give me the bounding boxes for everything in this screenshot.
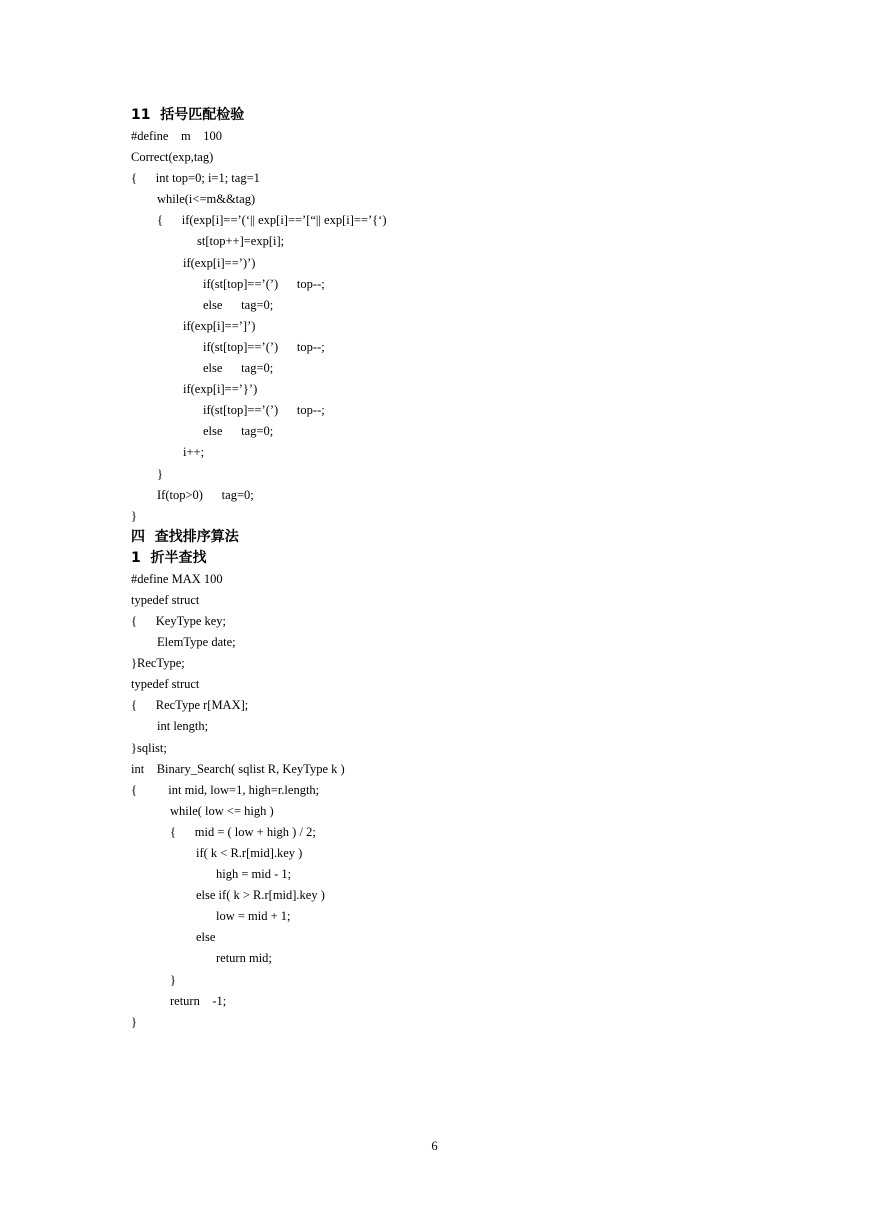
code-line: }RecType; (131, 656, 185, 671)
code-line: while( low <= high ) (170, 803, 274, 818)
code-line: Correct(exp,tag) (131, 150, 214, 165)
code-line: if(exp[i]==’]’) (183, 318, 256, 333)
code-line: if( k < R.r[mid].key ) (196, 846, 303, 860)
code-line: typedef struct (131, 592, 200, 607)
code-line: #define MAX 100 (131, 571, 223, 586)
code-line: typedef struct (131, 677, 200, 692)
code-line: if(exp[i]==’)’) (183, 255, 256, 270)
code-line: if(st[top]==’(’) top--; (203, 339, 325, 354)
code-block-binary-search (131, 569, 771, 1033)
code-line: If(top>0) tag=0; (157, 487, 254, 502)
code-line: { int mid, low=1, high=r.length; (131, 782, 320, 797)
code-line: else if( k > R.r[mid].key ) (196, 888, 325, 903)
code-line: { if(exp[i]==’(‘|| exp[i]==’[“|| exp[i]==’{‘) (157, 213, 387, 228)
code-line: else tag=0; (203, 297, 274, 312)
code-line: { int top=0; i=1; tag=1 (131, 171, 260, 186)
section-title-bracket-matching: 11 括号匹配检验 (131, 107, 245, 123)
code-line: low = mid + 1; (216, 909, 291, 924)
code-line: if(st[top]==’(’) top--; (203, 403, 325, 418)
code-line: if(st[top]==’(’) top--; (203, 276, 325, 291)
code-line: high = mid - 1; (216, 867, 292, 882)
page-number: 6 (431, 1139, 438, 1153)
code-line: return mid; (216, 951, 272, 966)
page-content (131, 105, 771, 1033)
code-line: else tag=0; (203, 361, 274, 376)
code-line: int length; (157, 719, 209, 734)
code-line: }sqlist; (131, 740, 167, 755)
code-line: int Binary_Search( sqlist R, KeyType k ) (131, 761, 345, 776)
code-line: while(i<=m&&tag) (157, 192, 256, 207)
code-line: st[top++]=exp[i]; (197, 234, 285, 249)
code-line: } (131, 1014, 137, 1029)
code-line: { KeyType key; (131, 613, 227, 628)
code-line: return -1; (170, 993, 227, 1008)
chapter-title-search-sort: 四 查找排序算法 (131, 528, 239, 545)
code-line: ElemType date; (157, 635, 236, 650)
code-line: #define m 100 (131, 129, 222, 143)
code-line: if(exp[i]==’}’) (183, 382, 258, 397)
code-line: { mid = ( low + high ) / 2; (170, 824, 316, 839)
code-line: } (157, 466, 163, 481)
code-line: } (131, 508, 137, 523)
code-line: else tag=0; (203, 424, 274, 439)
code-line: else (196, 930, 216, 945)
code-block-bracket-matching (131, 126, 771, 527)
code-line: i++; (183, 445, 205, 460)
code-line: } (170, 972, 176, 987)
section-title-binary-search: 1 折半查找 (131, 549, 207, 566)
code-line: { RecType r[MAX]; (131, 698, 249, 713)
